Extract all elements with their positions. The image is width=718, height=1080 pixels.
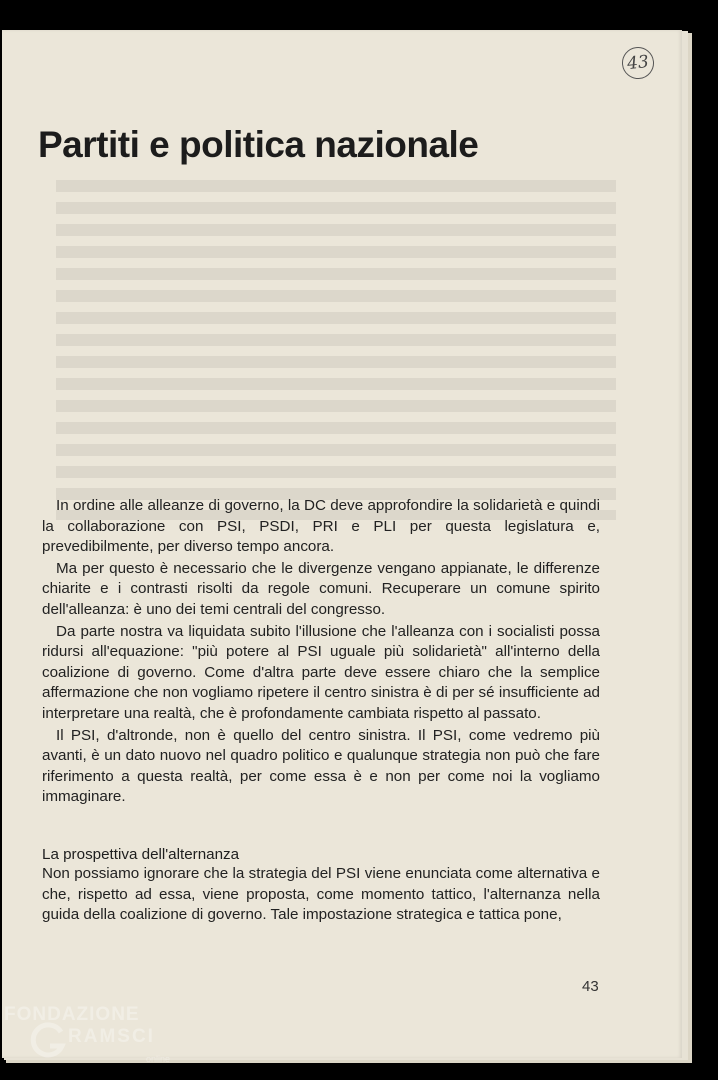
g-letter-icon xyxy=(28,1020,68,1060)
paragraph: Ma per questo è necessario che le divergenze vengano appianate, le differenze chiarite e i contrasti risolti da regole comuni. Recuperare un comune spirito dell'alleanza: è uno dei temi centrali del congresso. xyxy=(42,559,600,618)
watermark-online: online xyxy=(146,1054,171,1064)
paragraph: Non possiamo ignorare che la strategia del PSI viene enunciata come alternativa e che, rispetto ad essa, viene proposta, come momento tattico, l'alternanza nella guida della coalizione di governo. Tale impostazione strategica e tattica pone, xyxy=(42,865,600,924)
watermark-line1: FONDAZIONE xyxy=(4,1004,140,1025)
page-title: Partiti e politica nazionale xyxy=(38,124,479,165)
paragraph: Da parte nostra va liquidata subito l'illusione che l'alleanza con i socialisti possa ridursi all'equazione: "più potere al PSI uguale più solidarietà" all'interno della coalizione di governo. Come d'altra parte deve essere chiaro che la semplice affermazione che non vogliamo ripetere il centro sinistra è di per sé insufficiente ad interpretare una realtà, che è profondamente cambiata rispetto al passato. xyxy=(42,622,600,722)
paragraph: In ordine alle alleanze di governo, la DC deve approfondire la solidarietà e quindi la collaborazione con PSI, PSDI, PRI e PLI per questa legislatura e, prevedibilmente, per diverso tempo ancora. xyxy=(42,497,600,556)
paragraph: Il PSI, d'altronde, non è quello del centro sinistra. Il PSI, come vedremo più avanti, è un dato nuovo nel quadro politico e qualunque strategia non può che fare riferimento a questa realtà, per come essa è e non per come noi la vogliamo immaginare. xyxy=(42,726,600,806)
section-heading: La prospettiva dell'alternanza xyxy=(42,846,240,863)
section-body-text xyxy=(42,864,600,926)
page-number: 43 xyxy=(582,978,599,995)
watermark-line2: RAMSCI xyxy=(68,1026,155,1047)
watermark-logo xyxy=(2,1000,192,1080)
archive-number-stamp: 43 xyxy=(620,45,655,80)
bleed-through-texture xyxy=(56,180,616,520)
body-text xyxy=(42,496,600,809)
